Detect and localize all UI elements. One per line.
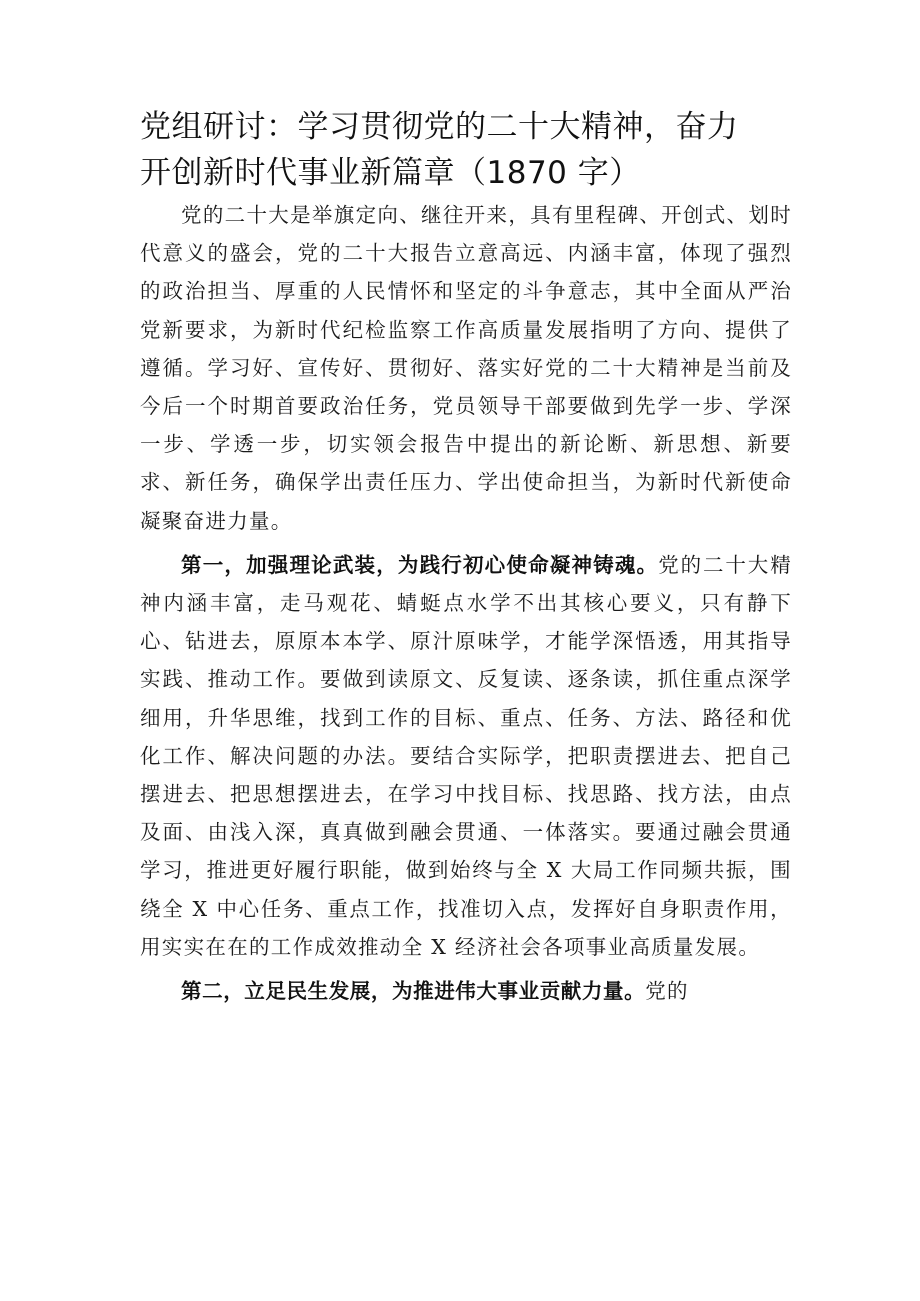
title-line-2: 开创新时代事业新篇章（1870 字） — [140, 155, 641, 191]
paragraph-text: 党的二十大精神内涵丰富，走马观花、蜻蜓点水学不出其核心要义，只有静下心、钻进去，原原本本学、原汁原味学，才能学深悟透，用其指导实践、推动工作。要做到读原文、反复读、逐条读，抓住重点深学细用，升华思维，找到工作的目标、重点、任务、方法、路径和优化工作、解决问题的办法。要结合实际学，把职责摆进去、把自己摆进去、把思想摆进去，在学习中找目标、找思路、找方法，由点及面、由浅入深，真真做到融会贯通、一体落实。要通过融会贯通学习，推进更好履行职能，做到始终与全 X 大局工作同频共振，围绕全 X 中心任务、重点工作，找准切入点，发挥好自身职责作用，用实实在在的工作成效推动全 X 经济社会各项事业高质量发展。 — [140, 552, 792, 959]
paragraph-second-point — [140, 972, 792, 1010]
title-line-1: 党组研讨：学习贯彻党的二十大精神，奋力 — [140, 109, 739, 145]
paragraph-lead-heading: 第一，加强理论武装，为践行初心使命凝神铸魂。 — [181, 552, 659, 577]
document-title — [140, 104, 792, 196]
paragraph-lead-heading: 第二，立足民生发展，为推进伟大事业贡献力量。 — [181, 979, 646, 1004]
paragraph-text: 党的 — [645, 979, 689, 1004]
document-page — [140, 104, 792, 1010]
paragraph-intro — [140, 196, 792, 540]
paragraph-first-point — [140, 546, 792, 966]
paragraph-text: 党的二十大是举旗定向、继往开来，具有里程碑、开创式、划时代意义的盛会，党的二十大报告立意高远、内涵丰富，体现了强烈的政治担当、厚重的人民情怀和坚定的斗争意志，其中全面从严治党新要求，为新时代纪检监察工作高质量发展指明了方向、提供了遵循。学习好、宣传好、贯彻好、落实好党的二十大精神是当前及今后一个时期首要政治任务，党员领导干部要做到先学一步、学深一步、学透一步，切实领会报告中提出的新论断、新思想、新要求、新任务，确保学出责任压力、学出使命担当，为新时代新使命凝聚奋进力量。 — [140, 203, 792, 533]
